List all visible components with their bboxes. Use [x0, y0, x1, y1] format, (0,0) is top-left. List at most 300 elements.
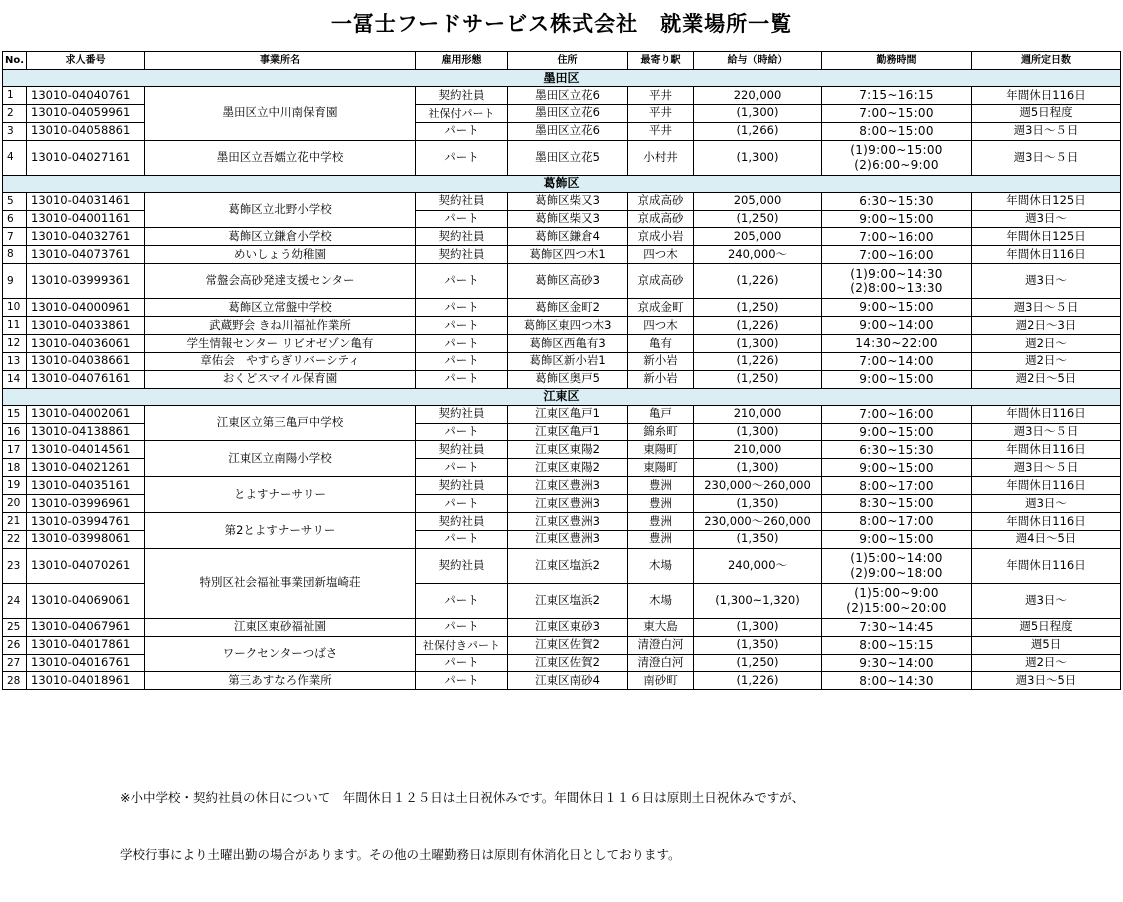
work-hours [822, 513, 972, 531]
row-number: 26 [3, 636, 27, 654]
job-id: 13010-04058861 [27, 122, 145, 140]
employment-type: パート [416, 495, 508, 513]
address: 墨田区立花5 [508, 140, 628, 175]
employment-type: 契約社員 [416, 228, 508, 246]
section-title: 墨田区 [3, 70, 1121, 87]
job-id: 13010-04017861 [27, 636, 145, 654]
table-row [3, 441, 1121, 459]
workplace-table [2, 51, 1121, 690]
work-hours-line: 8:00~14:30 [859, 673, 934, 688]
work-hours-line: 9:30~14:00 [859, 655, 934, 670]
table-row [3, 228, 1121, 246]
office-name: 葛飾区立北野小学校 [145, 192, 416, 228]
weekly-days: 年間休日116日 [972, 405, 1121, 423]
employment-type: 契約社員 [416, 246, 508, 264]
nearest-station: 四つ木 [628, 317, 694, 335]
employment-type: パート [416, 352, 508, 370]
row-number: 18 [3, 459, 27, 477]
office-name: 第2とよすナーサリー [145, 513, 416, 549]
work-hours [822, 477, 972, 495]
work-hours [822, 370, 972, 388]
hourly-pay: 230,000～260,000 [694, 513, 822, 531]
work-hours [822, 299, 972, 317]
hourly-pay: (1,300) [694, 104, 822, 122]
work-hours [822, 636, 972, 654]
work-hours [822, 405, 972, 423]
weekly-days: 年間休日116日 [972, 548, 1121, 583]
row-number: 1 [3, 87, 27, 105]
work-hours-line: 8:30~15:00 [859, 496, 934, 511]
work-hours-line: 8:00~15:00 [859, 124, 934, 139]
employment-type: パート [416, 530, 508, 548]
work-hours-line: 7:00~14:00 [859, 354, 934, 369]
office-name: ワークセンターつばさ [145, 636, 416, 672]
table-row [3, 370, 1121, 388]
work-hours [822, 210, 972, 228]
employment-type: パート [416, 140, 508, 175]
work-hours-line: (2)6:00~9:00 [854, 157, 939, 172]
work-hours-line: 7:00~15:00 [859, 106, 934, 121]
work-hours [822, 548, 972, 583]
office-name: 江東区東砂福祉園 [145, 618, 416, 636]
address: 葛飾区西亀有3 [508, 335, 628, 353]
job-id: 13010-04040761 [27, 87, 145, 105]
nearest-station: 豊洲 [628, 513, 694, 531]
row-number: 11 [3, 317, 27, 335]
row-number: 20 [3, 495, 27, 513]
row-number: 13 [3, 352, 27, 370]
row-number: 5 [3, 192, 27, 210]
address: 江東区佐賀2 [508, 636, 628, 654]
job-id: 13010-04018961 [27, 672, 145, 690]
address: 葛飾区柴又3 [508, 192, 628, 210]
work-hours-line: 8:00~17:00 [859, 478, 934, 493]
work-hours-line: (2)15:00~20:00 [846, 600, 947, 615]
employment-type: 契約社員 [416, 192, 508, 210]
work-hours [822, 672, 972, 690]
table-row [3, 87, 1121, 105]
employment-type: パート [416, 583, 508, 618]
work-hours-line: 7:15~16:15 [859, 88, 934, 103]
table-row [3, 352, 1121, 370]
hourly-pay: 205,000 [694, 192, 822, 210]
employment-type: パート [416, 423, 508, 441]
column-header: 求人番号 [27, 52, 145, 70]
employment-type: パート [416, 264, 508, 299]
table-row [3, 548, 1121, 583]
section-row [3, 70, 1121, 87]
work-hours [822, 583, 972, 618]
employment-type: 契約社員 [416, 477, 508, 495]
office-name: めいしょう幼稚園 [145, 246, 416, 264]
nearest-station: 豊洲 [628, 495, 694, 513]
row-number: 25 [3, 618, 27, 636]
job-id: 13010-04002061 [27, 405, 145, 423]
address: 江東区豊洲3 [508, 495, 628, 513]
page-title: 一冨士フードサービス株式会社 就業場所一覧 [330, 12, 793, 36]
section-row [3, 175, 1121, 192]
address: 墨田区立花6 [508, 87, 628, 105]
weekly-days: 週2日～5日 [972, 370, 1121, 388]
work-hours [822, 104, 972, 122]
address: 葛飾区奥戸5 [508, 370, 628, 388]
employment-type: 契約社員 [416, 548, 508, 583]
address: 葛飾区柴又3 [508, 210, 628, 228]
office-name: 第三あすなろ作業所 [145, 672, 416, 690]
weekly-days: 週2日～ [972, 335, 1121, 353]
work-hours-line: (1)9:00~15:00 [850, 143, 943, 158]
work-hours [822, 140, 972, 175]
employment-type: 契約社員 [416, 405, 508, 423]
work-hours-line: (1)5:00~9:00 [854, 586, 939, 601]
employment-type: 契約社員 [416, 513, 508, 531]
work-hours-line: (2)9:00~18:00 [850, 565, 943, 580]
nearest-station: 四つ木 [628, 246, 694, 264]
work-hours [822, 246, 972, 264]
column-header: 雇用形態 [416, 52, 508, 70]
work-hours-line: 7:00~16:00 [859, 406, 934, 421]
row-number: 8 [3, 246, 27, 264]
hourly-pay: (1,250) [694, 370, 822, 388]
work-hours-line: 9:00~15:00 [859, 460, 934, 475]
job-id: 13010-03999361 [27, 264, 145, 299]
row-number: 3 [3, 122, 27, 140]
section-row [3, 388, 1121, 405]
work-hours [822, 459, 972, 477]
hourly-pay: (1,300) [694, 423, 822, 441]
hourly-pay: (1,250) [694, 210, 822, 228]
address: 葛飾区四つ木1 [508, 246, 628, 264]
footnote-line: 学校行事により土曜出勤の場合があります。その他の土曜勤務日は原則有休消化日としております。 [120, 847, 681, 862]
job-id: 13010-04014561 [27, 441, 145, 459]
table-row [3, 405, 1121, 423]
address: 江東区豊洲3 [508, 530, 628, 548]
job-id: 13010-04076161 [27, 370, 145, 388]
section-title: 江東区 [3, 388, 1121, 405]
nearest-station: 亀戸 [628, 405, 694, 423]
row-number: 14 [3, 370, 27, 388]
work-hours-line: 9:00~15:00 [859, 424, 934, 439]
address: 江東区亀戸1 [508, 423, 628, 441]
weekly-days: 年間休日116日 [972, 441, 1121, 459]
job-id: 13010-04016761 [27, 654, 145, 672]
work-hours-line: 9:00~15:00 [859, 211, 934, 226]
hourly-pay: (1,226) [694, 352, 822, 370]
column-header: 週所定日数 [972, 52, 1121, 70]
weekly-days: 週3日～ [972, 264, 1121, 299]
nearest-station: 豊洲 [628, 530, 694, 548]
row-number: 2 [3, 104, 27, 122]
work-hours [822, 122, 972, 140]
office-name: 章佑会 やすらぎリバーシティ [145, 352, 416, 370]
job-id: 13010-04035161 [27, 477, 145, 495]
weekly-days: 週3日～５日 [972, 299, 1121, 317]
nearest-station: 亀有 [628, 335, 694, 353]
table-row [3, 246, 1121, 264]
job-id: 13010-03994761 [27, 513, 145, 531]
work-hours-line: 8:00~17:00 [859, 514, 934, 529]
hourly-pay: 210,000 [694, 441, 822, 459]
table-row [3, 335, 1121, 353]
hourly-pay: (1,226) [694, 672, 822, 690]
column-header: 最寄り駅 [628, 52, 694, 70]
nearest-station: 京成金町 [628, 299, 694, 317]
nearest-station: 清澄白河 [628, 636, 694, 654]
weekly-days: 週4日～5日 [972, 530, 1121, 548]
work-hours [822, 530, 972, 548]
nearest-station: 豊洲 [628, 477, 694, 495]
row-number: 27 [3, 654, 27, 672]
row-number: 12 [3, 335, 27, 353]
work-hours-line: 14:30~22:00 [855, 336, 938, 351]
address: 江東区南砂4 [508, 672, 628, 690]
nearest-station: 錦糸町 [628, 423, 694, 441]
work-hours [822, 335, 972, 353]
work-hours-line: 8:00~15:15 [859, 637, 934, 652]
nearest-station: 木場 [628, 548, 694, 583]
employment-type: 契約社員 [416, 441, 508, 459]
office-name: 常盤会高砂発達支援センター [145, 264, 416, 299]
weekly-days: 週3日～５日 [972, 122, 1121, 140]
office-name: 江東区立第三亀戸中学校 [145, 405, 416, 441]
employment-type: パート [416, 299, 508, 317]
employment-type: パート [416, 122, 508, 140]
employment-type: パート [416, 210, 508, 228]
job-id: 13010-04032761 [27, 228, 145, 246]
nearest-station: 京成高砂 [628, 192, 694, 210]
weekly-days: 週3日～5日 [972, 672, 1121, 690]
employment-type: 社保付きパート [416, 636, 508, 654]
table-row [3, 317, 1121, 335]
employment-type: パート [416, 672, 508, 690]
row-number: 4 [3, 140, 27, 175]
hourly-pay: (1,350) [694, 530, 822, 548]
nearest-station: 平井 [628, 87, 694, 105]
section-title: 葛飾区 [3, 175, 1121, 192]
hourly-pay: (1,300) [694, 459, 822, 477]
table-header-row [3, 52, 1121, 70]
row-number: 15 [3, 405, 27, 423]
column-header: 給与（時給） [694, 52, 822, 70]
nearest-station: 京成高砂 [628, 210, 694, 228]
address: 葛飾区高砂3 [508, 264, 628, 299]
hourly-pay: (1,350) [694, 495, 822, 513]
row-number: 24 [3, 583, 27, 618]
work-hours [822, 192, 972, 210]
column-header: 住所 [508, 52, 628, 70]
weekly-days: 週3日～５日 [972, 140, 1121, 175]
job-id: 13010-03996961 [27, 495, 145, 513]
work-hours [822, 87, 972, 105]
row-number: 28 [3, 672, 27, 690]
hourly-pay: 220,000 [694, 87, 822, 105]
nearest-station: 京成高砂 [628, 264, 694, 299]
hourly-pay: 240,000～ [694, 548, 822, 583]
hourly-pay: 230,000～260,000 [694, 477, 822, 495]
footnote [120, 750, 804, 902]
address: 葛飾区鎌倉4 [508, 228, 628, 246]
address: 葛飾区金町2 [508, 299, 628, 317]
job-id: 13010-04036061 [27, 335, 145, 353]
office-name: とよすナーサリー [145, 477, 416, 513]
employment-type: パート [416, 317, 508, 335]
weekly-days: 週3日～ [972, 210, 1121, 228]
work-hours-line: (1)5:00~14:00 [850, 551, 943, 566]
hourly-pay: 205,000 [694, 228, 822, 246]
office-name: おくどスマイル保育園 [145, 370, 416, 388]
nearest-station: 平井 [628, 122, 694, 140]
weekly-days: 週3日～ [972, 583, 1121, 618]
row-number: 10 [3, 299, 27, 317]
address: 江東区塩浜2 [508, 583, 628, 618]
work-hours-line: 7:00~16:00 [859, 229, 934, 244]
hourly-pay: (1,300~1,320) [694, 583, 822, 618]
address: 江東区東陽2 [508, 459, 628, 477]
table-body [3, 70, 1121, 690]
address: 江東区亀戸1 [508, 405, 628, 423]
work-hours-line: (1)9:00~14:30 [850, 266, 943, 281]
nearest-station: 東陽町 [628, 459, 694, 477]
weekly-days: 週3日～５日 [972, 423, 1121, 441]
row-number: 17 [3, 441, 27, 459]
job-id: 13010-04070261 [27, 548, 145, 583]
row-number: 19 [3, 477, 27, 495]
weekly-days: 週3日～ [972, 495, 1121, 513]
job-id: 13010-04038661 [27, 352, 145, 370]
work-hours-line: 6:30~15:30 [859, 442, 934, 457]
row-number: 16 [3, 423, 27, 441]
weekly-days: 週2日～3日 [972, 317, 1121, 335]
office-name: 江東区立南陽小学校 [145, 441, 416, 477]
hourly-pay: (1,300) [694, 140, 822, 175]
work-hours-line: 7:30~14:45 [859, 620, 934, 635]
work-hours [822, 441, 972, 459]
table-row [3, 299, 1121, 317]
nearest-station: 東大島 [628, 618, 694, 636]
hourly-pay: (1,266) [694, 122, 822, 140]
address: 墨田区立花6 [508, 104, 628, 122]
address: 江東区佐賀2 [508, 654, 628, 672]
hourly-pay: (1,250) [694, 654, 822, 672]
work-hours [822, 654, 972, 672]
table-row [3, 192, 1121, 210]
nearest-station: 新小岩 [628, 370, 694, 388]
work-hours-line: 9:00~15:00 [859, 300, 934, 315]
address: 江東区東陽2 [508, 441, 628, 459]
hourly-pay: 210,000 [694, 405, 822, 423]
employment-type: パート [416, 654, 508, 672]
weekly-days: 年間休日125日 [972, 228, 1121, 246]
office-name: 墨田区立吾嬬立花中学校 [145, 140, 416, 175]
employment-type: 契約社員 [416, 87, 508, 105]
work-hours-line: 9:00~15:00 [859, 372, 934, 387]
weekly-days: 週2日～ [972, 352, 1121, 370]
office-name: 葛飾区立鎌倉小学校 [145, 228, 416, 246]
row-number: 22 [3, 530, 27, 548]
nearest-station: 東陽町 [628, 441, 694, 459]
weekly-days: 週5日程度 [972, 104, 1121, 122]
column-header: No. [3, 52, 27, 70]
weekly-days: 年間休日116日 [972, 246, 1121, 264]
job-id: 13010-04067961 [27, 618, 145, 636]
nearest-station: 木場 [628, 583, 694, 618]
work-hours-line: 7:00~16:00 [859, 247, 934, 262]
work-hours [822, 423, 972, 441]
job-id: 13010-04021261 [27, 459, 145, 477]
work-hours [822, 264, 972, 299]
address: 墨田区立花6 [508, 122, 628, 140]
work-hours-line: (2)8:00~13:30 [850, 281, 943, 296]
work-hours-line: 6:30~15:30 [859, 193, 934, 208]
office-name: 墨田区立中川南保育園 [145, 87, 416, 141]
hourly-pay: 240,000～ [694, 246, 822, 264]
work-hours [822, 228, 972, 246]
hourly-pay: (1,300) [694, 335, 822, 353]
nearest-station: 南砂町 [628, 672, 694, 690]
employment-type: 社保付パート [416, 104, 508, 122]
hourly-pay: (1,300) [694, 618, 822, 636]
table-row [3, 618, 1121, 636]
address: 江東区東砂3 [508, 618, 628, 636]
office-name: 特別区社会福祉事業団新塩崎荘 [145, 548, 416, 618]
job-id: 13010-04033861 [27, 317, 145, 335]
job-id: 13010-04031461 [27, 192, 145, 210]
job-id: 13010-03998061 [27, 530, 145, 548]
hourly-pay: (1,226) [694, 317, 822, 335]
hourly-pay: (1,250) [694, 299, 822, 317]
nearest-station: 京成小岩 [628, 228, 694, 246]
work-hours [822, 495, 972, 513]
address: 江東区塩浜2 [508, 548, 628, 583]
job-id: 13010-04073761 [27, 246, 145, 264]
employment-type: パート [416, 370, 508, 388]
employment-type: パート [416, 335, 508, 353]
row-number: 7 [3, 228, 27, 246]
table-row [3, 636, 1121, 654]
hourly-pay: (1,226) [694, 264, 822, 299]
nearest-station: 平井 [628, 104, 694, 122]
weekly-days: 年間休日116日 [972, 87, 1121, 105]
employment-type: パート [416, 459, 508, 477]
address: 江東区豊洲3 [508, 513, 628, 531]
row-number: 23 [3, 548, 27, 583]
employment-type: パート [416, 618, 508, 636]
table-row [3, 477, 1121, 495]
job-id: 13010-04059961 [27, 104, 145, 122]
nearest-station: 小村井 [628, 140, 694, 175]
address: 江東区豊洲3 [508, 477, 628, 495]
work-hours [822, 317, 972, 335]
weekly-days: 週3日～５日 [972, 459, 1121, 477]
weekly-days: 年間休日125日 [972, 192, 1121, 210]
job-id: 13010-04138861 [27, 423, 145, 441]
job-id: 13010-04001161 [27, 210, 145, 228]
work-hours-line: 9:00~14:00 [859, 318, 934, 333]
weekly-days: 週5日程度 [972, 618, 1121, 636]
weekly-days: 週2日～ [972, 654, 1121, 672]
address: 葛飾区新小岩1 [508, 352, 628, 370]
table-row [3, 513, 1121, 531]
hourly-pay: (1,350) [694, 636, 822, 654]
work-hours-line: 9:00~15:00 [859, 532, 934, 547]
work-hours [822, 618, 972, 636]
job-id: 13010-04000961 [27, 299, 145, 317]
job-id: 13010-04027161 [27, 140, 145, 175]
table-row [3, 140, 1121, 175]
column-header: 事業所名 [145, 52, 416, 70]
footnote-line: ※小中学校・契約社員の休日について 年間休日１２５日は土日祝休みです。年間休日１１６日は原則土日祝休みですが、 [120, 790, 805, 805]
row-number: 21 [3, 513, 27, 531]
